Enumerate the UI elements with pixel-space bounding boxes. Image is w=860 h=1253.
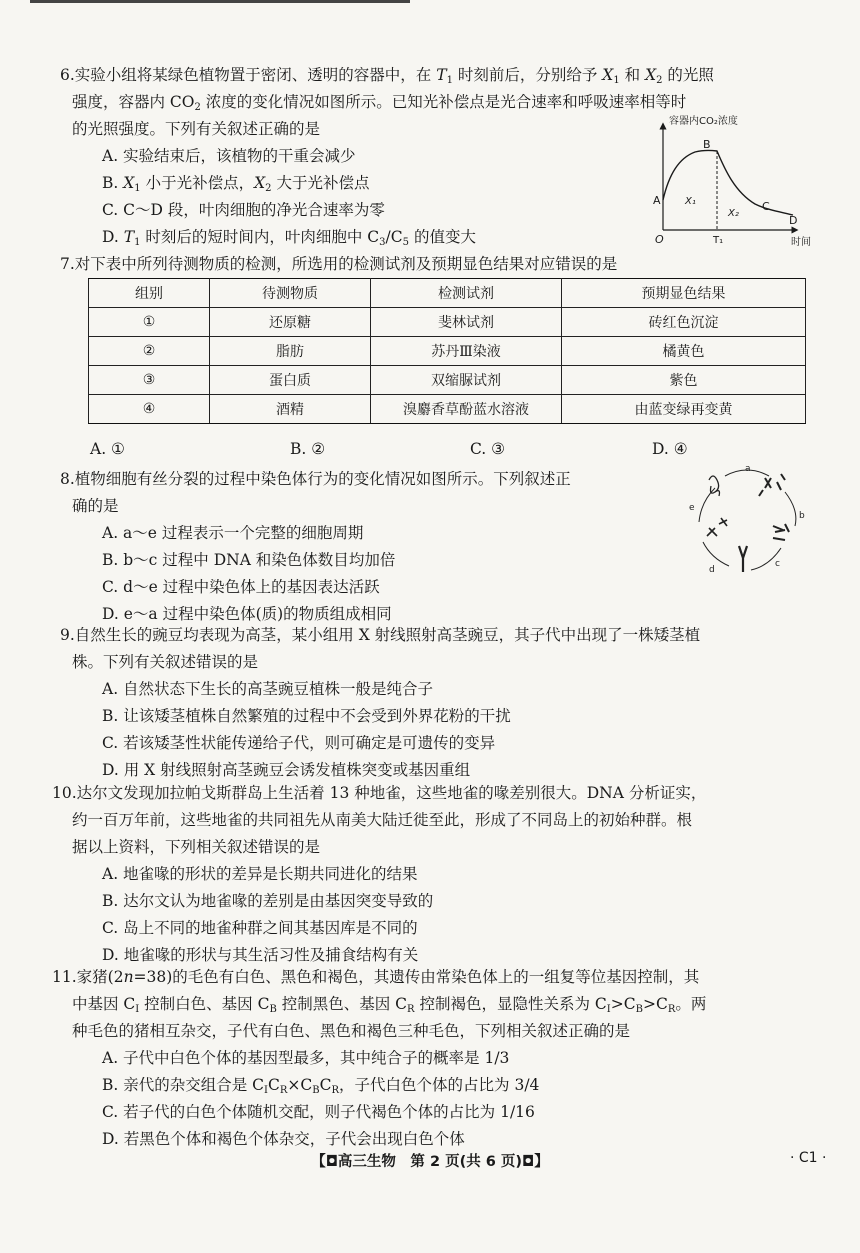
table-header: 待测物质	[210, 279, 371, 308]
table-cell: ①	[89, 308, 210, 337]
question-7	[60, 251, 618, 278]
q6-option-b: B. $X_1$ 小于光补偿点，$X_2$ 大于光补偿点	[102, 174, 370, 194]
q10-option-b: B. 达尔文认为地雀喙的差别是由基因突变导致的	[102, 892, 434, 910]
point-c-label: C	[762, 200, 770, 213]
question-11: 11.家猪(2n=38)的毛色有白色、黑色和褐色，其遗传由常染色体上的一组复等位基因控制，其 中基因 $C_I$ 控制白色、基因 $C_B$ 控制黑色、基因 $C_R$ 控制褐色，显隐性关系为 $C_I>C_B>C_R$。两 种毛色的猪相互杂交，子代有白色、黑色和褐色三种毛色，下列相关叙述正确的是 A. 子代中白色个体的基因型最多，其中纯合子的概率是 1/3 B. 亲代的杂交组合是 $C_IC_R\times C_BC_R$，子代白色个体的占比为 3/4 C. 若子代的白色个体随机交配，则子代褐色个体的占比为 1/16 D. 若黑色个体和褐色个体杂交，子代会出现白色个体	[72, 964, 706, 1153]
co2-concentration-chart	[645, 112, 815, 250]
table-row	[89, 337, 806, 366]
paper-code: · C1 ·	[790, 1150, 827, 1166]
q10-option-d: D. 地雀喙的形状与其生活习性及捕食结构有关	[102, 946, 419, 964]
q8-option-c: C. d～e 过程中染色体上的基因表达活跃	[102, 578, 380, 596]
stage-a-label: a	[745, 464, 751, 474]
table-row	[89, 395, 806, 424]
question-8: 8.植物细胞有丝分裂的过程中染色体行为的变化情况如图所示。下列叙述正 确的是 A. a～e 过程表示一个完整的细胞周期 B. b～c 过程中 DNA 和染色体数目均加倍 C. d～e 过程中染色体上的基因表达活跃 D. e～a 过程中染色体(质)的物质组成相同	[72, 466, 571, 628]
y-axis-label: 容器内CO₂浓度	[669, 116, 738, 127]
top-rule	[30, 0, 410, 3]
q7-option-c: C. ③	[470, 440, 506, 458]
table-cell: 酒精	[210, 395, 371, 424]
t1-label: T₁	[713, 235, 724, 246]
table-header: 检测试剂	[371, 279, 562, 308]
q11-option-b: B. 亲代的杂交组合是 $C_IC_R\times C_BC_R$，子代白色个体的占比为 3/4	[102, 1076, 540, 1096]
table-cell: 脂肪	[210, 337, 371, 366]
stage-d-label: d	[709, 565, 715, 575]
table-cell: 紫色	[562, 366, 806, 395]
co2-curve	[663, 150, 793, 215]
question-9: 9.自然生长的豌豆均表现为高茎，某小组用 X 射线照射高茎豌豆，其子代中出现了一株矮茎植 株。下列有关叙述错误的是 A. 自然状态下生长的高茎豌豆植株一般是纯合子 B. 让该矮茎植株自然繁殖的过程中不会受到外界花粉的干扰 C. 若该矮茎性状能传递给子代，则可确定是可遗传的变异 D. 用 X 射线照射高茎豌豆会诱发植株突变或基因重组	[72, 622, 700, 784]
q7-option-a: A. ①	[90, 440, 125, 458]
q8-option-a: A. a～e 过程表示一个完整的细胞周期	[102, 524, 364, 542]
q6-stem: 6.实验小组将某绿色植物置于密闭、透明的容器中，在 $T_1$ 时刻前后，分别给予 $X_1$ 和 $X_2$ 的光照	[60, 66, 714, 86]
q9-option-b: B. 让该矮茎植株自然繁殖的过程中不会受到外界花粉的干扰	[102, 707, 511, 725]
q7-option-b: B. ②	[290, 440, 326, 458]
q9-option-c: C. 若该矮茎性状能传递给子代，则可确定是可遗传的变异	[102, 734, 496, 752]
table-header: 组别	[89, 279, 210, 308]
table-header: 预期显色结果	[562, 279, 806, 308]
q9-option-d: D. 用 X 射线照射高茎豌豆会诱发植株突变或基因重组	[102, 761, 471, 779]
q7-option-d: D. ④	[652, 440, 688, 458]
q6-option-d: D. $T_1$ 时刻后的短时间内，叶肉细胞中 $C_3/C_5$ 的值变大	[102, 228, 476, 248]
table-cell: 双缩脲试剂	[371, 366, 562, 395]
table-cell: ②	[89, 337, 210, 366]
mitosis-cycle-figure	[685, 462, 810, 580]
table-header-row	[89, 279, 806, 308]
table-row	[89, 308, 806, 337]
table-cell: 橘黄色	[562, 337, 806, 366]
chromatin-figure	[709, 476, 720, 496]
origin-label: O	[655, 233, 664, 246]
telophase-figure	[707, 518, 727, 536]
stage-c-label: c	[775, 559, 780, 569]
q11-option-a: A. 子代中白色个体的基因型最多，其中纯合子的概率是 1/3	[102, 1049, 510, 1067]
page-footer: 【◘高三生物 第 2 页(共 6 页)◘】	[311, 1154, 549, 1170]
metaphase-figure	[773, 524, 789, 540]
question-10: 10.达尔文发现加拉帕戈斯群岛上生活着 13 种地雀，这些地雀的喙差别很大。DNA 分析证实， 约一百万年前，这些地雀的共同祖先从南美大陆迁徙至此，形成了不同岛上的初始种群。根 据以上资料，下列相关叙述错误的是 A. 地雀喙的形状的差异是长期共同进化的结果 B. 达尔文认为地雀喙的差别是由基因突变导致的 C. 岛上不同的地雀种群之间其基因库是不同的 D. 地雀喙的形状与其生活习性及捕食结构有关	[72, 780, 706, 969]
q6-option-c: C. C～D 段，叶肉细胞的净光合速率为零	[102, 201, 385, 219]
table-cell: 蛋白质	[210, 366, 371, 395]
point-d-label: D	[789, 214, 798, 227]
chromosome-figure	[759, 474, 785, 496]
anaphase-figure	[739, 546, 747, 572]
table-cell: 斐林试剂	[371, 308, 562, 337]
q10-option-a: A. 地雀喙的形状的差异是长期共同进化的结果	[102, 865, 418, 883]
question-6: 6.实验小组将某绿色植物置于密闭、透明的容器中，在 $T_1$ 时刻前后，分别给予 $X_1$ 和 $X_2$ 的光照 强度，容器内 $CO_2$ 浓度的变化情况如图所示。已知光补偿点是光合速率和呼吸速率相等时 的光照强度。下列有关叙述正确的是 A. 实验结束后，该植物的干重会减少 B. $X_1$ 小于光补偿点，$X_2$ 大于光补偿点 C. C～D 段，叶肉细胞的净光合速率为零 D. $T_1$ 时刻后的短时间内，叶肉细胞中 $C_3/C_5$ 的值变大	[72, 62, 812, 251]
table-cell: 砖红色沉淀	[562, 308, 806, 337]
table-row	[89, 366, 806, 395]
region-x1-label: X₁	[685, 196, 696, 207]
table-cell: 苏丹Ⅲ染液	[371, 337, 562, 366]
point-b-label: B	[703, 138, 711, 151]
table-cell: 还原糖	[210, 308, 371, 337]
stage-e-label: e	[689, 503, 695, 513]
q8-option-b: B. b～c 过程中 DNA 和染色体数目均加倍	[102, 551, 396, 569]
q9-option-a: A. 自然状态下生长的高茎豌豆植株一般是纯合子	[102, 680, 434, 698]
q11-option-c: C. 若子代的白色个体随机交配，则子代褐色个体的占比为 1/16	[102, 1103, 535, 1121]
table-cell: 溴麝香草酚蓝水溶液	[371, 395, 562, 424]
q10-option-c: C. 岛上不同的地雀种群之间其基因库是不同的	[102, 919, 418, 937]
point-a-label: A	[653, 194, 661, 207]
q8-option-d: D. e～a 过程中染色体(质)的物质组成相同	[102, 605, 392, 623]
q7-stem: 7.对下表中所列待测物质的检测，所选用的检测试剂及预期显色结果对应错误的是	[60, 255, 618, 273]
table-cell: ④	[89, 395, 210, 424]
x-axis-label: 时间	[791, 237, 811, 248]
q6-option-a: A. 实验结束后，该植物的干重会减少	[102, 147, 356, 165]
stage-b-label: b	[799, 511, 805, 521]
q11-option-d: D. 若黑色个体和褐色个体杂交，子代会出现白色个体	[102, 1130, 465, 1148]
table-cell: 由蓝变绿再变黄	[562, 395, 806, 424]
region-x2-label: X₂	[728, 208, 739, 219]
table-cell: ③	[89, 366, 210, 395]
reagent-table	[88, 278, 806, 424]
